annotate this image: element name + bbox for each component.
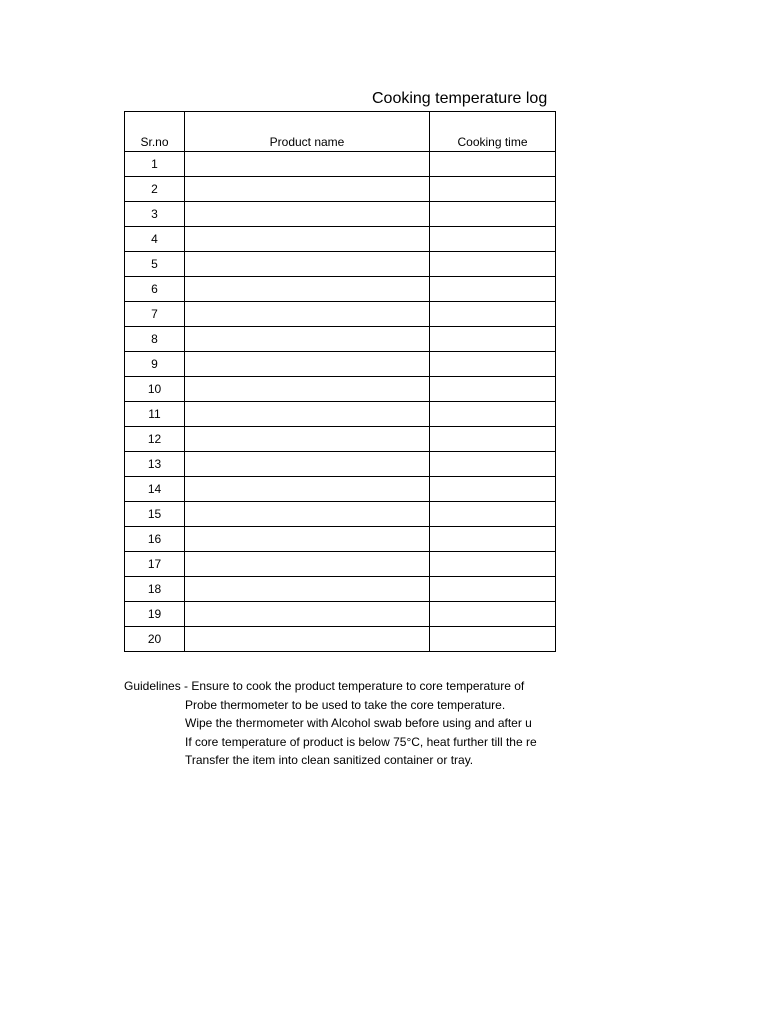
product-name-cell[interactable] (185, 327, 430, 352)
table-row (125, 602, 556, 627)
sr-no-cell: 14 (125, 477, 185, 502)
guidelines-label: Guidelines - (124, 679, 192, 693)
table-row (125, 302, 556, 327)
table-row (125, 227, 556, 252)
sr-no-cell: 8 (125, 327, 185, 352)
header-product-name: Product name (185, 112, 430, 152)
product-name-cell[interactable] (185, 577, 430, 602)
table-row (125, 577, 556, 602)
product-name-cell[interactable] (185, 627, 430, 652)
guideline-text: Transfer the item into clean sanitized container or tray. (185, 753, 474, 767)
cooking-time-cell[interactable] (430, 427, 556, 452)
sr-no-cell: 7 (125, 302, 185, 327)
sr-no-cell: 2 (125, 177, 185, 202)
sr-no-cell: 9 (125, 352, 185, 377)
sr-no-cell: 3 (125, 202, 185, 227)
table-row (125, 252, 556, 277)
guideline-line (124, 751, 558, 770)
sr-no-cell: 5 (125, 252, 185, 277)
cooking-time-cell[interactable] (430, 377, 556, 402)
cooking-time-cell[interactable] (430, 502, 556, 527)
product-name-cell[interactable] (185, 427, 430, 452)
product-name-cell[interactable] (185, 402, 430, 427)
cooking-log-table (124, 111, 556, 652)
product-name-cell[interactable] (185, 352, 430, 377)
table-row (125, 502, 556, 527)
product-name-cell[interactable] (185, 477, 430, 502)
table-row (125, 327, 556, 352)
sr-no-cell: 18 (125, 577, 185, 602)
table-row (125, 452, 556, 477)
product-name-cell[interactable] (185, 277, 430, 302)
product-name-cell[interactable] (185, 252, 430, 277)
guideline-text: Wipe the thermometer with Alcohol swab before using and after u (185, 716, 532, 730)
guideline-line (124, 677, 558, 696)
sr-no-cell: 4 (125, 227, 185, 252)
table-header-row (125, 112, 556, 152)
sr-no-cell: 15 (125, 502, 185, 527)
cooking-time-cell[interactable] (430, 227, 556, 252)
sr-no-cell: 11 (125, 402, 185, 427)
sr-no-cell: 20 (125, 627, 185, 652)
guideline-line (124, 714, 558, 733)
sr-no-cell: 19 (125, 602, 185, 627)
table-row (125, 427, 556, 452)
sr-no-cell: 12 (125, 427, 185, 452)
cooking-time-cell[interactable] (430, 477, 556, 502)
cooking-time-cell[interactable] (430, 277, 556, 302)
table-row (125, 627, 556, 652)
cooking-time-cell[interactable] (430, 252, 556, 277)
product-name-cell[interactable] (185, 302, 430, 327)
product-name-cell[interactable] (185, 602, 430, 627)
cooking-time-cell[interactable] (430, 602, 556, 627)
table-row (125, 377, 556, 402)
table-row (125, 402, 556, 427)
cooking-time-cell[interactable] (430, 452, 556, 477)
guideline-text: Probe thermometer to be used to take the core temperature. (185, 697, 506, 712)
product-name-cell[interactable] (185, 152, 430, 177)
sr-no-cell: 1 (125, 152, 185, 177)
cooking-time-cell[interactable] (430, 352, 556, 377)
cooking-time-cell[interactable] (430, 302, 556, 327)
table-row (125, 152, 556, 177)
product-name-cell[interactable] (185, 552, 430, 577)
product-name-cell[interactable] (185, 527, 430, 552)
cooking-time-cell[interactable] (430, 202, 556, 227)
cooking-time-cell[interactable] (430, 527, 556, 552)
table-row (125, 177, 556, 202)
cooking-time-cell[interactable] (430, 577, 556, 602)
cooking-time-cell[interactable] (430, 327, 556, 352)
guideline-line (124, 733, 558, 752)
cooking-time-cell[interactable] (430, 402, 556, 427)
product-name-cell[interactable] (185, 202, 430, 227)
guidelines-section (124, 677, 558, 770)
header-sr-no: Sr.no (125, 112, 185, 152)
table-body (125, 152, 556, 652)
guideline-text: Ensure to cook the product temperature to core temperature of (191, 679, 525, 693)
table-row (125, 552, 556, 577)
sr-no-cell: 16 (125, 527, 185, 552)
sr-no-cell: 17 (125, 552, 185, 577)
product-name-cell[interactable] (185, 227, 430, 252)
product-name-cell[interactable] (185, 452, 430, 477)
table-row (125, 352, 556, 377)
cooking-time-cell[interactable] (430, 152, 556, 177)
cooking-time-cell[interactable] (430, 552, 556, 577)
table-row (125, 527, 556, 552)
table-row (125, 277, 556, 302)
cooking-time-cell[interactable] (430, 177, 556, 202)
table-row (125, 202, 556, 227)
product-name-cell[interactable] (185, 177, 430, 202)
page-title: Cooking temperature log (372, 90, 548, 107)
table-row (125, 477, 556, 502)
guideline-line (124, 696, 558, 715)
guideline-text: If core temperature of product is below 75°C, heat further till the re (185, 734, 537, 749)
cooking-time-cell[interactable] (430, 627, 556, 652)
product-name-cell[interactable] (185, 377, 430, 402)
sr-no-cell: 13 (125, 452, 185, 477)
sr-no-cell: 6 (125, 277, 185, 302)
sr-no-cell: 10 (125, 377, 185, 402)
header-cooking-time: Cooking time (430, 112, 556, 152)
product-name-cell[interactable] (185, 502, 430, 527)
